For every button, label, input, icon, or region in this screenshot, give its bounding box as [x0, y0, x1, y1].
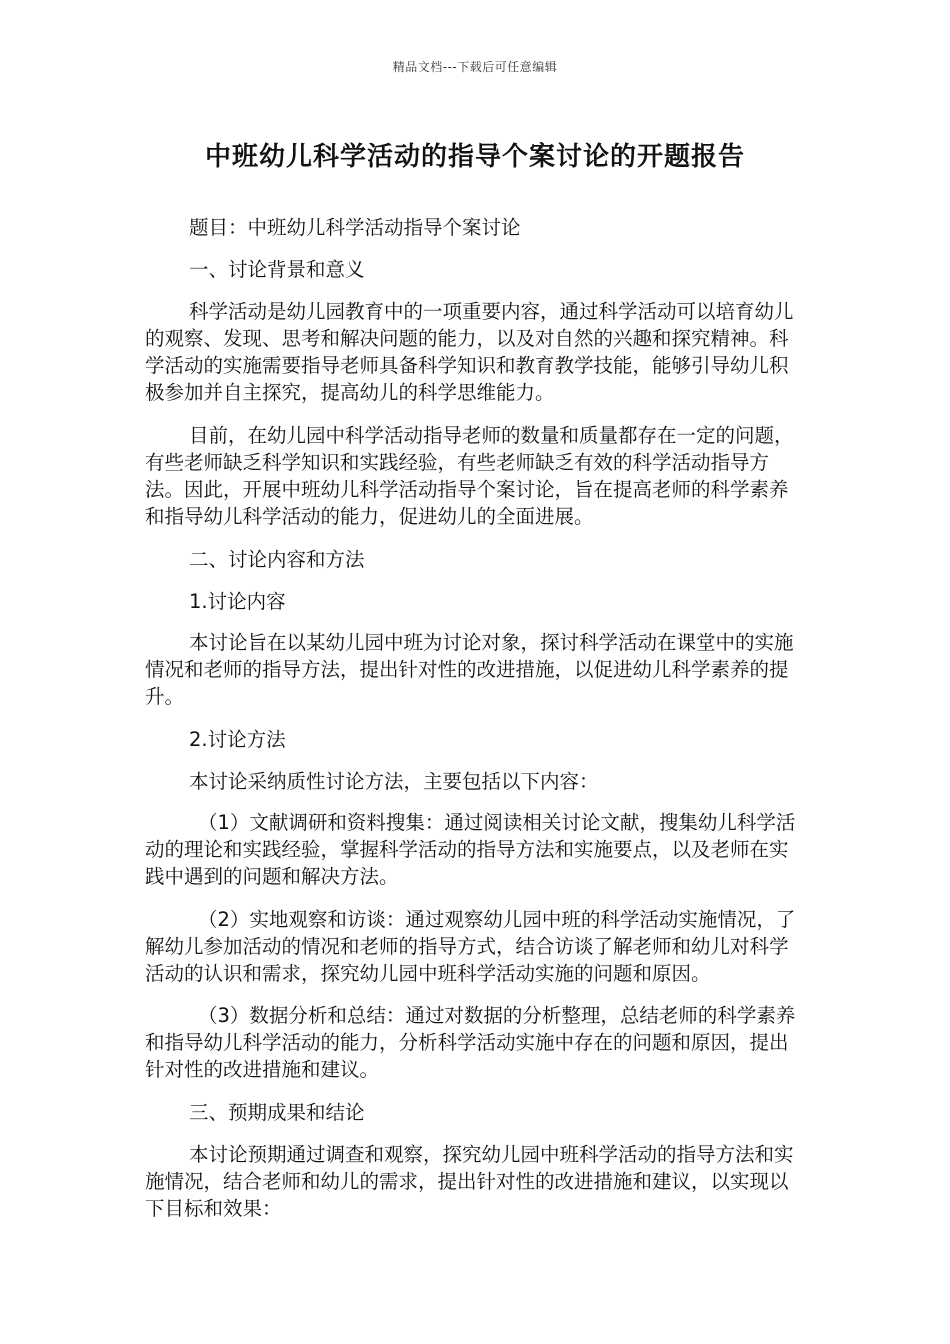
heading-results: 三、预期成果和结论 [189, 1101, 365, 1124]
subheading-content: 1.讨论内容 [189, 590, 286, 613]
paragraph-content: 本讨论旨在以某幼儿园中班为讨论对象，探讨科学活动在课堂中的实施情况和老师的指导方法，提出针对性的改进措施，以促进幼儿科学素养的提升。 [145, 631, 794, 708]
body-paragraph-1 [145, 298, 805, 406]
heading-content-method: 二、讨论内容和方法 [189, 548, 365, 571]
paragraph-method-intro: 本讨论采纳质性讨论方法，主要包括以下内容： [189, 770, 599, 793]
paragraph-method-1: （1）文献调研和资料搜集：通过阅读相关讨论文献，搜集幼儿科学活动的理论和实践经验，掌握科学活动的指导方法和实施要点，以及老师在实践中遇到的问题和解决方法。 [145, 811, 796, 888]
section-heading-2 [145, 546, 805, 573]
subheading-method: 2.讨论方法 [189, 728, 286, 751]
section-heading-1 [145, 256, 805, 283]
paragraph-results: 本讨论预期通过调查和观察，探究幼儿园中班科学活动的指导方法和实施情况，结合老师和幼儿的需求，提出针对性的改进措施和建议，以实现以下目标和效果： [145, 1143, 794, 1220]
body-paragraph-3 [145, 629, 805, 710]
paragraph-background-2: 目前，在幼儿园中科学活动指导老师的数量和质量都存在一定的问题，有些老师缺乏科学知识和实践经验，有些老师缺乏有效的科学活动指导方法。因此，开展中班幼儿科学活动指导个案讨论，旨在提高老师的科学素养和指导幼儿科学活动的能力，促进幼儿的全面进展。 [145, 424, 794, 528]
body-paragraph-5 [145, 1141, 805, 1222]
paragraph-subject: 题目：中班幼儿科学活动指导个案讨论 [189, 216, 521, 239]
subject-line [145, 214, 805, 241]
body-paragraph-2 [145, 422, 805, 530]
list-item-3 [145, 1002, 805, 1083]
subheading-2 [145, 726, 805, 753]
page-header-note: 精品文档---下载后可任意编辑 [392, 60, 558, 74]
document-title: 中班幼儿科学活动的指导个案讨论的开题报告 [204, 142, 745, 172]
list-item-1 [145, 809, 805, 890]
section-heading-3 [145, 1099, 805, 1126]
body-paragraph-4 [145, 768, 805, 795]
list-item-2 [145, 906, 805, 987]
paragraph-background-1: 科学活动是幼儿园教育中的一项重要内容，通过科学活动可以培育幼儿的观察、发现、思考和解决问题的能力，以及对自然的兴趣和探究精神。科学活动的实施需要指导老师具备科学知识和教育教学技能，能够引导幼儿积极参加并自主探究，提高幼儿的科学思维能力。 [145, 300, 794, 404]
subheading-1 [145, 588, 805, 615]
paragraph-method-2: （2）实地观察和访谈：通过观察幼儿园中班的科学活动实施情况，了解幼儿参加活动的情况和老师的指导方式，结合访谈了解老师和幼儿对科学活动的认识和需求，探究幼儿园中班科学活动实施的问题和原因。 [145, 908, 796, 985]
heading-background: 一、讨论背景和意义 [189, 258, 365, 281]
paragraph-method-3: （3）数据分析和总结：通过对数据的分析整理，总结老师的科学素养和指导幼儿科学活动的能力，分析科学活动实施中存在的问题和原因，提出针对性的改进措施和建议。 [145, 1004, 796, 1081]
